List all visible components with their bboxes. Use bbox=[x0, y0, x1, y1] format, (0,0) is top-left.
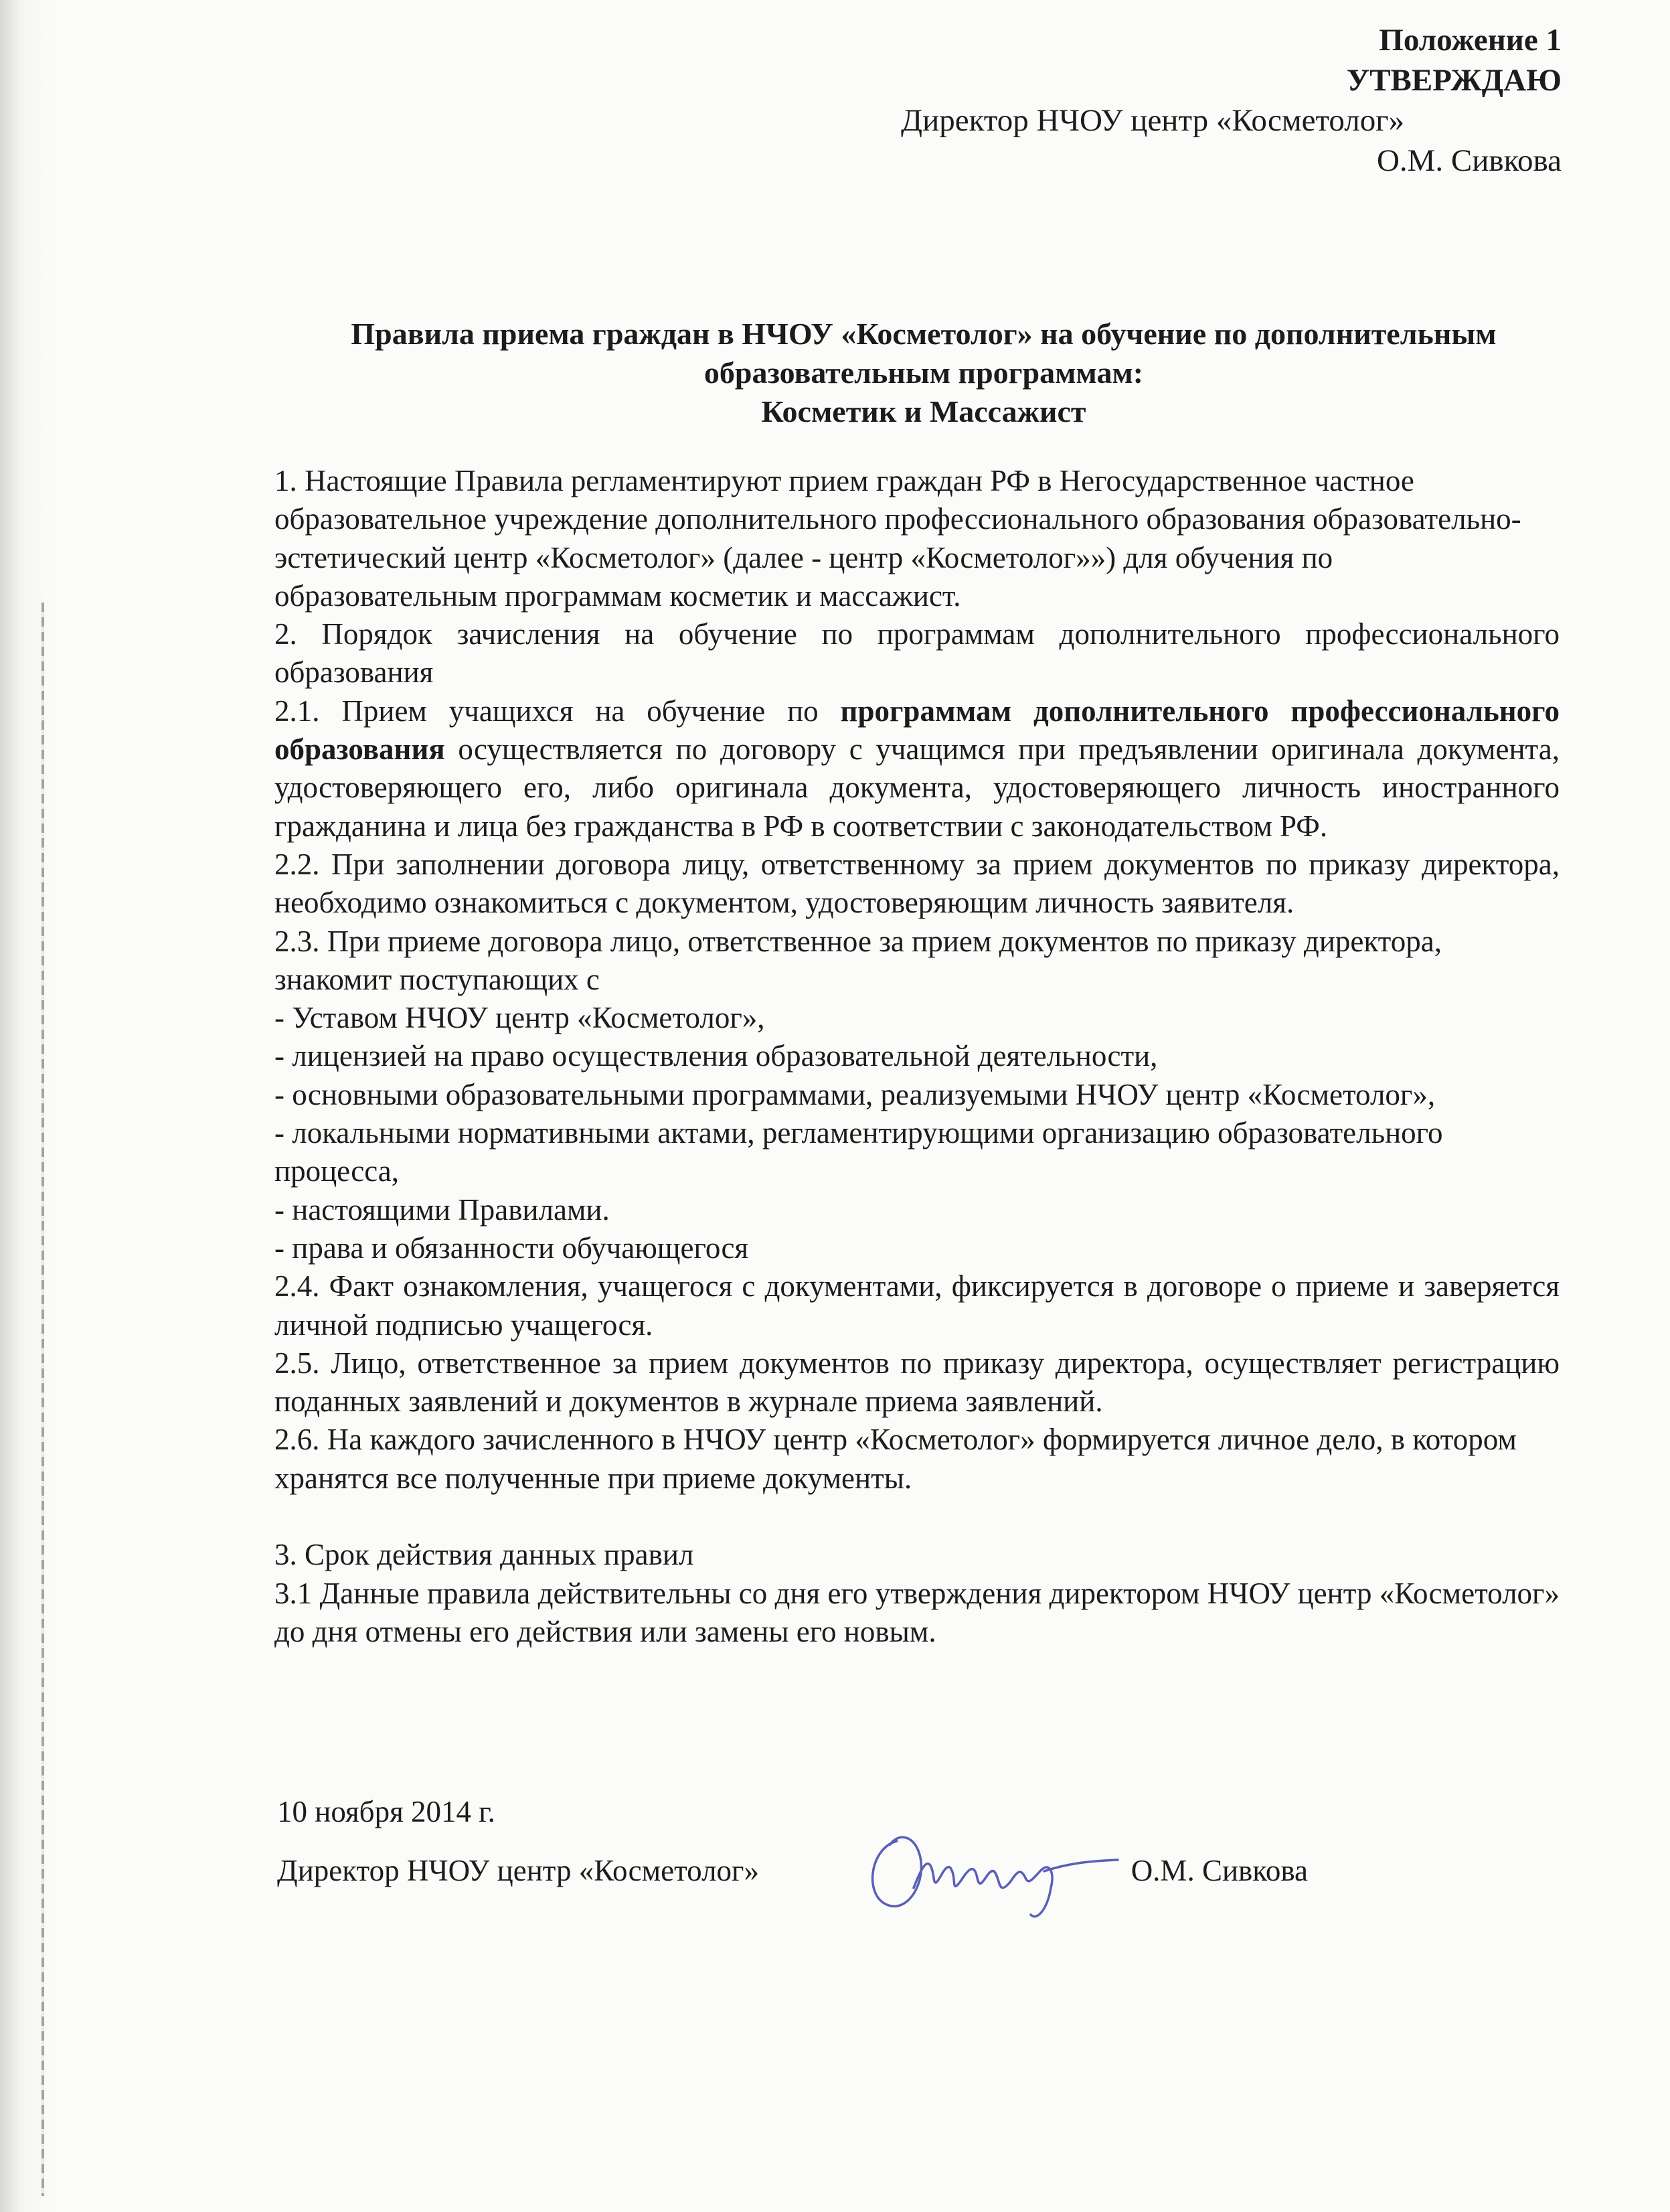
paragraph-2-5: 2.5. Лицо, ответственное за прием документов по приказу директора, осуществляет регистрацию поданных заявлений и документов в журнале приема заявлений. bbox=[274, 1346, 1560, 1419]
paragraph-2-6: 2.6. На каждого зачисленного в НЧОУ центр «Косметолог» формируется личное дело, в котором хранятся все полученные при приеме документы. bbox=[274, 1423, 1517, 1495]
signature-name: О.М. Сивкова bbox=[1131, 1854, 1308, 1887]
paragraph-2-1 bbox=[274, 692, 1560, 846]
approval-block bbox=[901, 20, 1562, 181]
document-title bbox=[274, 315, 1573, 431]
title-line-2: образовательным программам: bbox=[703, 356, 1144, 390]
scan-edge-shadow bbox=[0, 0, 54, 2212]
position-number: Положение 1 bbox=[1379, 23, 1562, 58]
list-item: - Уставом НЧОУ центр «Косметолог», bbox=[274, 1001, 765, 1035]
paragraph-2-1-bold: программам дополнительного профессионального образования bbox=[274, 694, 1560, 767]
title-line-1: Правила приема граждан в НЧОУ «Косметолог» на обучение по дополнительным bbox=[351, 317, 1497, 351]
approve-label: УТВЕРЖДАЮ bbox=[1346, 63, 1562, 98]
scan-edge-line bbox=[41, 603, 44, 2196]
paragraph-2-1-start: 2.1. Прием учащихся на обучение по bbox=[274, 694, 841, 728]
list-item: - локальными нормативными актами, регламентирующими организацию образовательного процесса, bbox=[274, 1116, 1443, 1188]
signature-line bbox=[277, 1853, 1308, 1893]
list-item: - настоящими Правилами. bbox=[274, 1192, 610, 1227]
title-line-3: Косметик и Массажист bbox=[761, 394, 1086, 428]
list-item: - лицензией на право осуществления образовательной деятельности, bbox=[274, 1039, 1158, 1073]
blank-line bbox=[274, 1498, 1560, 1536]
document-date: 10 ноября 2014 г. bbox=[277, 1795, 495, 1828]
signature-director: Директор НЧОУ центр «Косметолог» bbox=[277, 1854, 759, 1887]
paragraph-2: 2. Порядок зачисления на обучение по программам дополнительного профессионального образования bbox=[274, 617, 1560, 690]
paragraph-2-1-end: осуществляется по договору с учащимся при предъявлении оригинала документа, удостоверяющего его, либо оригинала документа, удостоверяющего личность иностранного гражданина и лица без гражданства в РФ в соответствии с законодательством РФ. bbox=[274, 732, 1560, 843]
approval-director: Директор НЧОУ центр «Косметолог» bbox=[901, 103, 1404, 138]
document-body bbox=[274, 462, 1560, 1651]
paragraph-3: 3. Срок действия данных правил bbox=[274, 1538, 694, 1572]
approval-name: О.М. Сивкова bbox=[1376, 143, 1562, 178]
list-item: - основными образовательными программами, реализуемыми НЧОУ центр «Косметолог», bbox=[274, 1077, 1436, 1111]
paragraph-1: 1. Настоящие Правила регламентируют прием граждан РФ в Негосударственное частное образовательное учреждение дополнительного профессионального образования образовательно-эстетический центр «Косметолог» (далее - центр «Косметолог»») для обучения по образовательным программам косметик и массажист. bbox=[274, 464, 1521, 613]
handwritten-signature bbox=[850, 1814, 1131, 1935]
paragraph-3-1: 3.1 Данные правила действительны со дня его утверждения директором НЧОУ центр «Косметолог» до дня отмены его действия или замены его новым. bbox=[274, 1576, 1560, 1648]
paragraph-2-4: 2.4. Факт ознакомления, учащегося с документами, фиксируется в договоре о приеме и заверяется личной подписью учащегося. bbox=[274, 1269, 1560, 1342]
paragraph-2-2: 2.2. При заполнении договора лицу, ответственному за прием документов по приказу директора, необходимо ознакомиться с документом, удостоверяющим личность заявителя. bbox=[274, 847, 1560, 920]
list-item: - права и обязанности обучающегося bbox=[274, 1231, 749, 1265]
paragraph-2-3: 2.3. При приеме договора лицо, ответственное за прием документов по приказу директора, знакомит поступающих с bbox=[274, 924, 1442, 996]
